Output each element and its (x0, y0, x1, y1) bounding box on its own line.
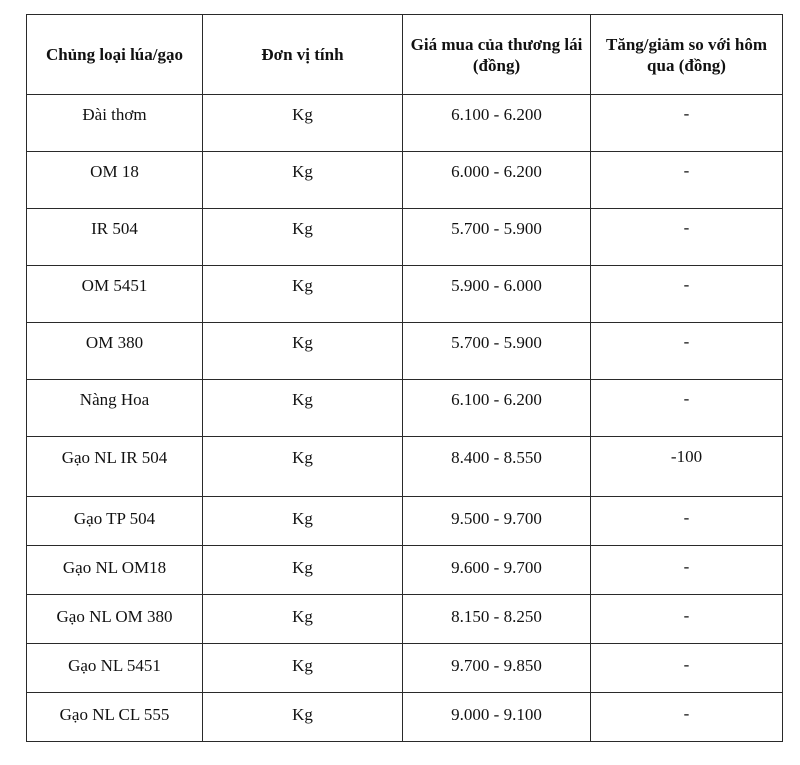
cell-change: - (591, 323, 783, 380)
table-row (27, 595, 783, 644)
table-row (27, 644, 783, 693)
cell-rice-type: Gạo NL OM 380 (27, 595, 203, 644)
table-row (27, 546, 783, 595)
cell-unit: Kg (203, 209, 403, 266)
cell-price: 9.600 - 9.700 (403, 546, 591, 595)
cell-price: 9.500 - 9.700 (403, 497, 591, 546)
header-rice-type: Chủng loại lúa/gạo (27, 15, 203, 95)
cell-price: 5.700 - 5.900 (403, 323, 591, 380)
header-change: Tăng/giảm so với hôm qua (đồng) (591, 15, 783, 95)
header-trader-price: Giá mua của thương lái (đồng) (403, 15, 591, 95)
table-row (27, 266, 783, 323)
cell-price: 6.100 - 6.200 (403, 95, 591, 152)
cell-unit: Kg (203, 693, 403, 742)
cell-rice-type: Đài thơm (27, 95, 203, 152)
table-row (27, 209, 783, 266)
header-unit: Đơn vị tính (203, 15, 403, 95)
cell-rice-type: Gạo TP 504 (27, 497, 203, 546)
cell-change: - (591, 95, 783, 152)
cell-price: 6.000 - 6.200 (403, 152, 591, 209)
cell-price: 9.000 - 9.100 (403, 693, 591, 742)
cell-change: - (591, 497, 783, 546)
table-row (27, 323, 783, 380)
cell-rice-type: Gạo NL 5451 (27, 644, 203, 693)
cell-unit: Kg (203, 152, 403, 209)
cell-change: - (591, 595, 783, 644)
cell-unit: Kg (203, 497, 403, 546)
table-row (27, 437, 783, 497)
cell-rice-type: OM 18 (27, 152, 203, 209)
cell-unit: Kg (203, 323, 403, 380)
cell-price: 8.400 - 8.550 (403, 437, 591, 497)
cell-price: 8.150 - 8.250 (403, 595, 591, 644)
cell-unit: Kg (203, 266, 403, 323)
cell-rice-type: Gạo NL IR 504 (27, 437, 203, 497)
cell-rice-type: OM 5451 (27, 266, 203, 323)
cell-rice-type: Nàng Hoa (27, 380, 203, 437)
cell-change: - (591, 266, 783, 323)
cell-change: - (591, 380, 783, 437)
cell-unit: Kg (203, 380, 403, 437)
cell-change: - (591, 644, 783, 693)
cell-change: - (591, 693, 783, 742)
cell-unit: Kg (203, 644, 403, 693)
cell-rice-type: Gạo NL CL 555 (27, 693, 203, 742)
cell-change: -100 (591, 437, 783, 497)
table-row (27, 95, 783, 152)
cell-rice-type: IR 504 (27, 209, 203, 266)
cell-price: 6.100 - 6.200 (403, 380, 591, 437)
cell-rice-type: OM 380 (27, 323, 203, 380)
table-row (27, 152, 783, 209)
cell-unit: Kg (203, 546, 403, 595)
cell-change: - (591, 152, 783, 209)
cell-unit: Kg (203, 95, 403, 152)
rice-price-table (26, 14, 783, 742)
cell-rice-type: Gạo NL OM18 (27, 546, 203, 595)
table-header-row (27, 15, 783, 95)
table-row (27, 380, 783, 437)
table-row (27, 497, 783, 546)
cell-change: - (591, 209, 783, 266)
cell-price: 9.700 - 9.850 (403, 644, 591, 693)
cell-price: 5.700 - 5.900 (403, 209, 591, 266)
table-row (27, 693, 783, 742)
cell-unit: Kg (203, 437, 403, 497)
cell-price: 5.900 - 6.000 (403, 266, 591, 323)
cell-unit: Kg (203, 595, 403, 644)
cell-change: - (591, 546, 783, 595)
